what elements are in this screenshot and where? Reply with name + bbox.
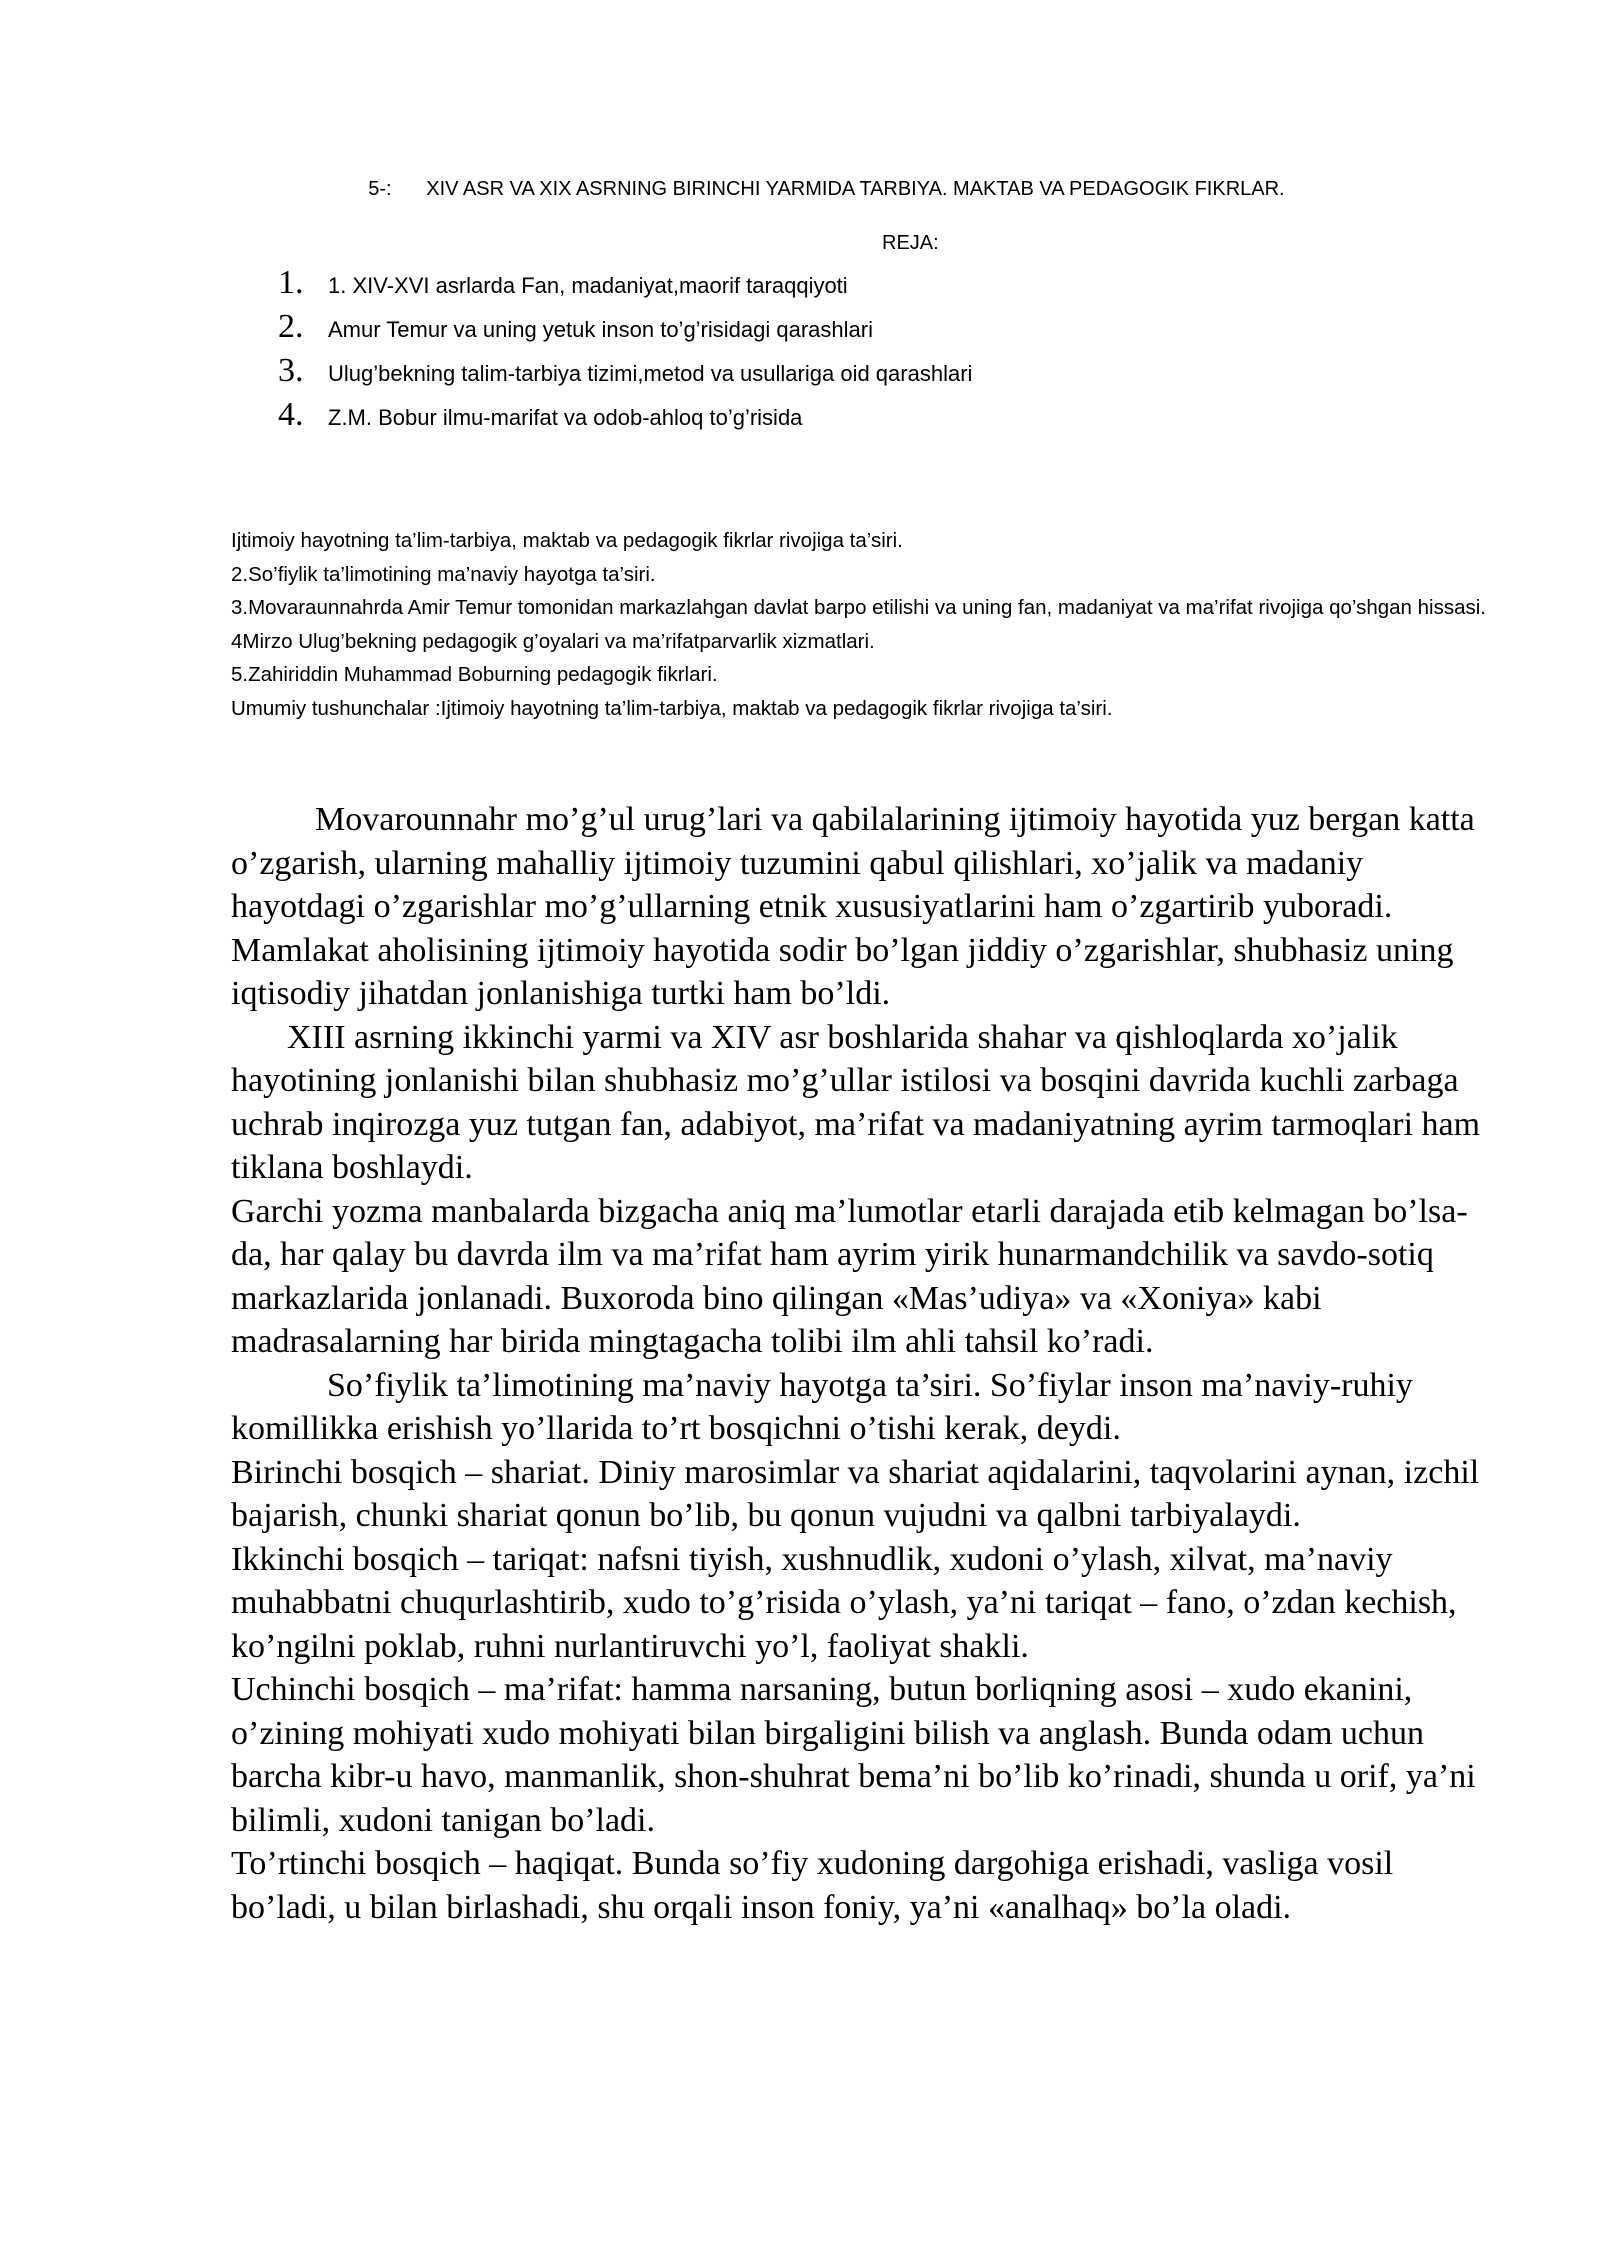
body-paragraph: XIII asrning ikkinchi yarmi va XIV asr boshlarida shahar va qishloqlarda xo’jalik hayotining jonlanishi bilan shubhasiz mo’g’ullar istilosi va bosqini davrida kuchli zarbaga uchrab inqirozga yuz tutgan fan, adabiyot, ma’rifat va madaniyatning ayrim tarmoqlari ham tiklana boshlaydi. (231, 1018, 1481, 1186)
plan-item-text: Z.M. Bobur ilmu-marifat va odob-ahloq to’g’risida (328, 405, 803, 430)
body-paragraph: To’rtinchi bosqich – haqiqat. Bunda so’fiy xudoning dargohiga erishadi, vasliga vosil bo’ladi, u bilan birlashadi, shu orqali inson foniy, ya’ni «analhaq» bo’la oladi. (231, 1845, 1394, 1926)
heading-number: 5-: (368, 178, 392, 200)
plan-item (270, 352, 972, 396)
plan-item-text: 1. XIV-XVI asrlarda Fan, madaniyat,maorif taraqqiyoti (328, 273, 848, 298)
heading-title: XIV ASR VA XIX ASRNING BIRINCHI YARMIDA TARBIYA. MAKTAB VA PEDAGOGIK FIKRLAR. (426, 178, 1285, 200)
body-paragraph: Ikkinchi bosqich – tariqat: nafsni tiyish, xushnudlik, xudoni o’ylash, xilvat, ma’naviy muhabbatni chuqurlashtirib, xudo to’g’risida o’ylash, ya’ni tariqat – fano, o’zdan kechish, ko’ngilni poklab, ruhni nurlantiruvchi yo’l, faoliyat shakli. (231, 1540, 1457, 1665)
body-paragraph: Movarounnahr mo’g’ul urug’lari va qabilalarining ijtimoiy hayotida yuz bergan katta o’zgarish, ularning mahalliy ijtimoiy tuzumini qabul qilishlari, xo’jalik va madaniy hayotdagi o’zgarishlar mo’g’ullarning etnik xususiyatlarini ham o’zgartirib yuboradi. Mamlakat aholisining ijtimoiy hayotida sodir bo’lgan jiddiy o’zgarishlar, shubhasiz uning iqtisodiy jihatdan jonlanishiga turtki ham bo’ldi. (231, 801, 1475, 1012)
outline-item: Ijtimoiy hayotning ta’lim-tarbiya, maktab va pedagogik fikrlar rivojiga ta’siri. (231, 529, 903, 552)
plan-item (270, 264, 972, 308)
outline-summary: Umumiy tushunchalar :Ijtimoiy hayotning ta’lim-tarbiya, maktab va pedagogik fikrlar rivojiga ta’siri. (231, 696, 1113, 720)
plan-item-text: Amur Temur va uning yetuk inson to’g’risidagi qarashlari (328, 317, 873, 342)
plan-item (270, 396, 972, 440)
topic-outline (231, 524, 1491, 725)
body-paragraph: Uchinchi bosqich – ma’rifat: hamma narsaning, butun borliqning asosi – xudo ekanini, o’zining mohiyati xudo mohiyati bilan birgaligini bilish va anglash. Bunda odam uchun barcha kibr-u havo, manmanlik, shon-shuhrat bema’ni bo’lib ko’rinadi, shunda u orif, ya’ni bilimli, xudoni tanigan bo’ladi. (231, 1671, 1476, 1839)
body-paragraph: Birinchi bosqich – shariat. Diniy marosimlar va shariat aqidalarini, taqvolarini aynan, izchil bajarish, chunki shariat qonun bo’lib, bu qonun vujudni va qalbni tarbiyalaydi. (231, 1453, 1480, 1534)
outline-item: 5.Zahiriddin Muhammad Boburning pedagogik fikrlari. (231, 663, 718, 686)
outline-item: 4Mirzo Ulug’bekning pedagogik g’oyalari va ma’rifatparvarlik xizmatlari. (231, 629, 875, 653)
body-text (231, 798, 1501, 1929)
body-paragraph: So’fiylik ta’limotining ma’naviy hayotga ta’siri. So’fiylar inson ma’naviy-ruhiy komillikka erishish yo’llarida to’rt bosqichni o’tishi kerak, deydi. (231, 1366, 1413, 1447)
outline-item: 2.So’fiylik ta’limotining ma’naviy hayotga ta’siri. (231, 562, 656, 586)
plan-item (270, 308, 972, 352)
plan-item-text: Ulug’bekning talim-tarbiya tizimi,metod va usullariga oid qarashlari (328, 361, 973, 386)
plan-item-number: 3. (278, 352, 304, 389)
plan-list (270, 264, 972, 440)
document-heading (346, 155, 1285, 224)
plan-item-number: 1. (278, 264, 304, 301)
plan-label: REJA: (882, 232, 939, 254)
plan-item-number: 4. (278, 396, 304, 433)
body-paragraph: Garchi yozma manbalarda bizgacha aniq ma’lumotlar etarli darajada etib kelmagan bo’lsa-da, har qalay bu davrda ilm va ma’rifat ham ayrim yirik hunarmandchilik va savdo-sotiq markazlarida jonlanadi. Buxoroda bino qilingan «Mas’udiya» va «Xoniya» kabi madrasalarning har birida mingtagacha tolibi ilm ahli tahsil ko’radi. (231, 1192, 1468, 1360)
outline-item: 3.Movaraunnahrda Amir Temur tomonidan markazlahgan davlat barpo etilishi va uning fan, madaniyat va ma’rifat rivojiga qo’shgan hissasi. (231, 596, 1486, 619)
plan-item-number: 2. (278, 308, 304, 345)
